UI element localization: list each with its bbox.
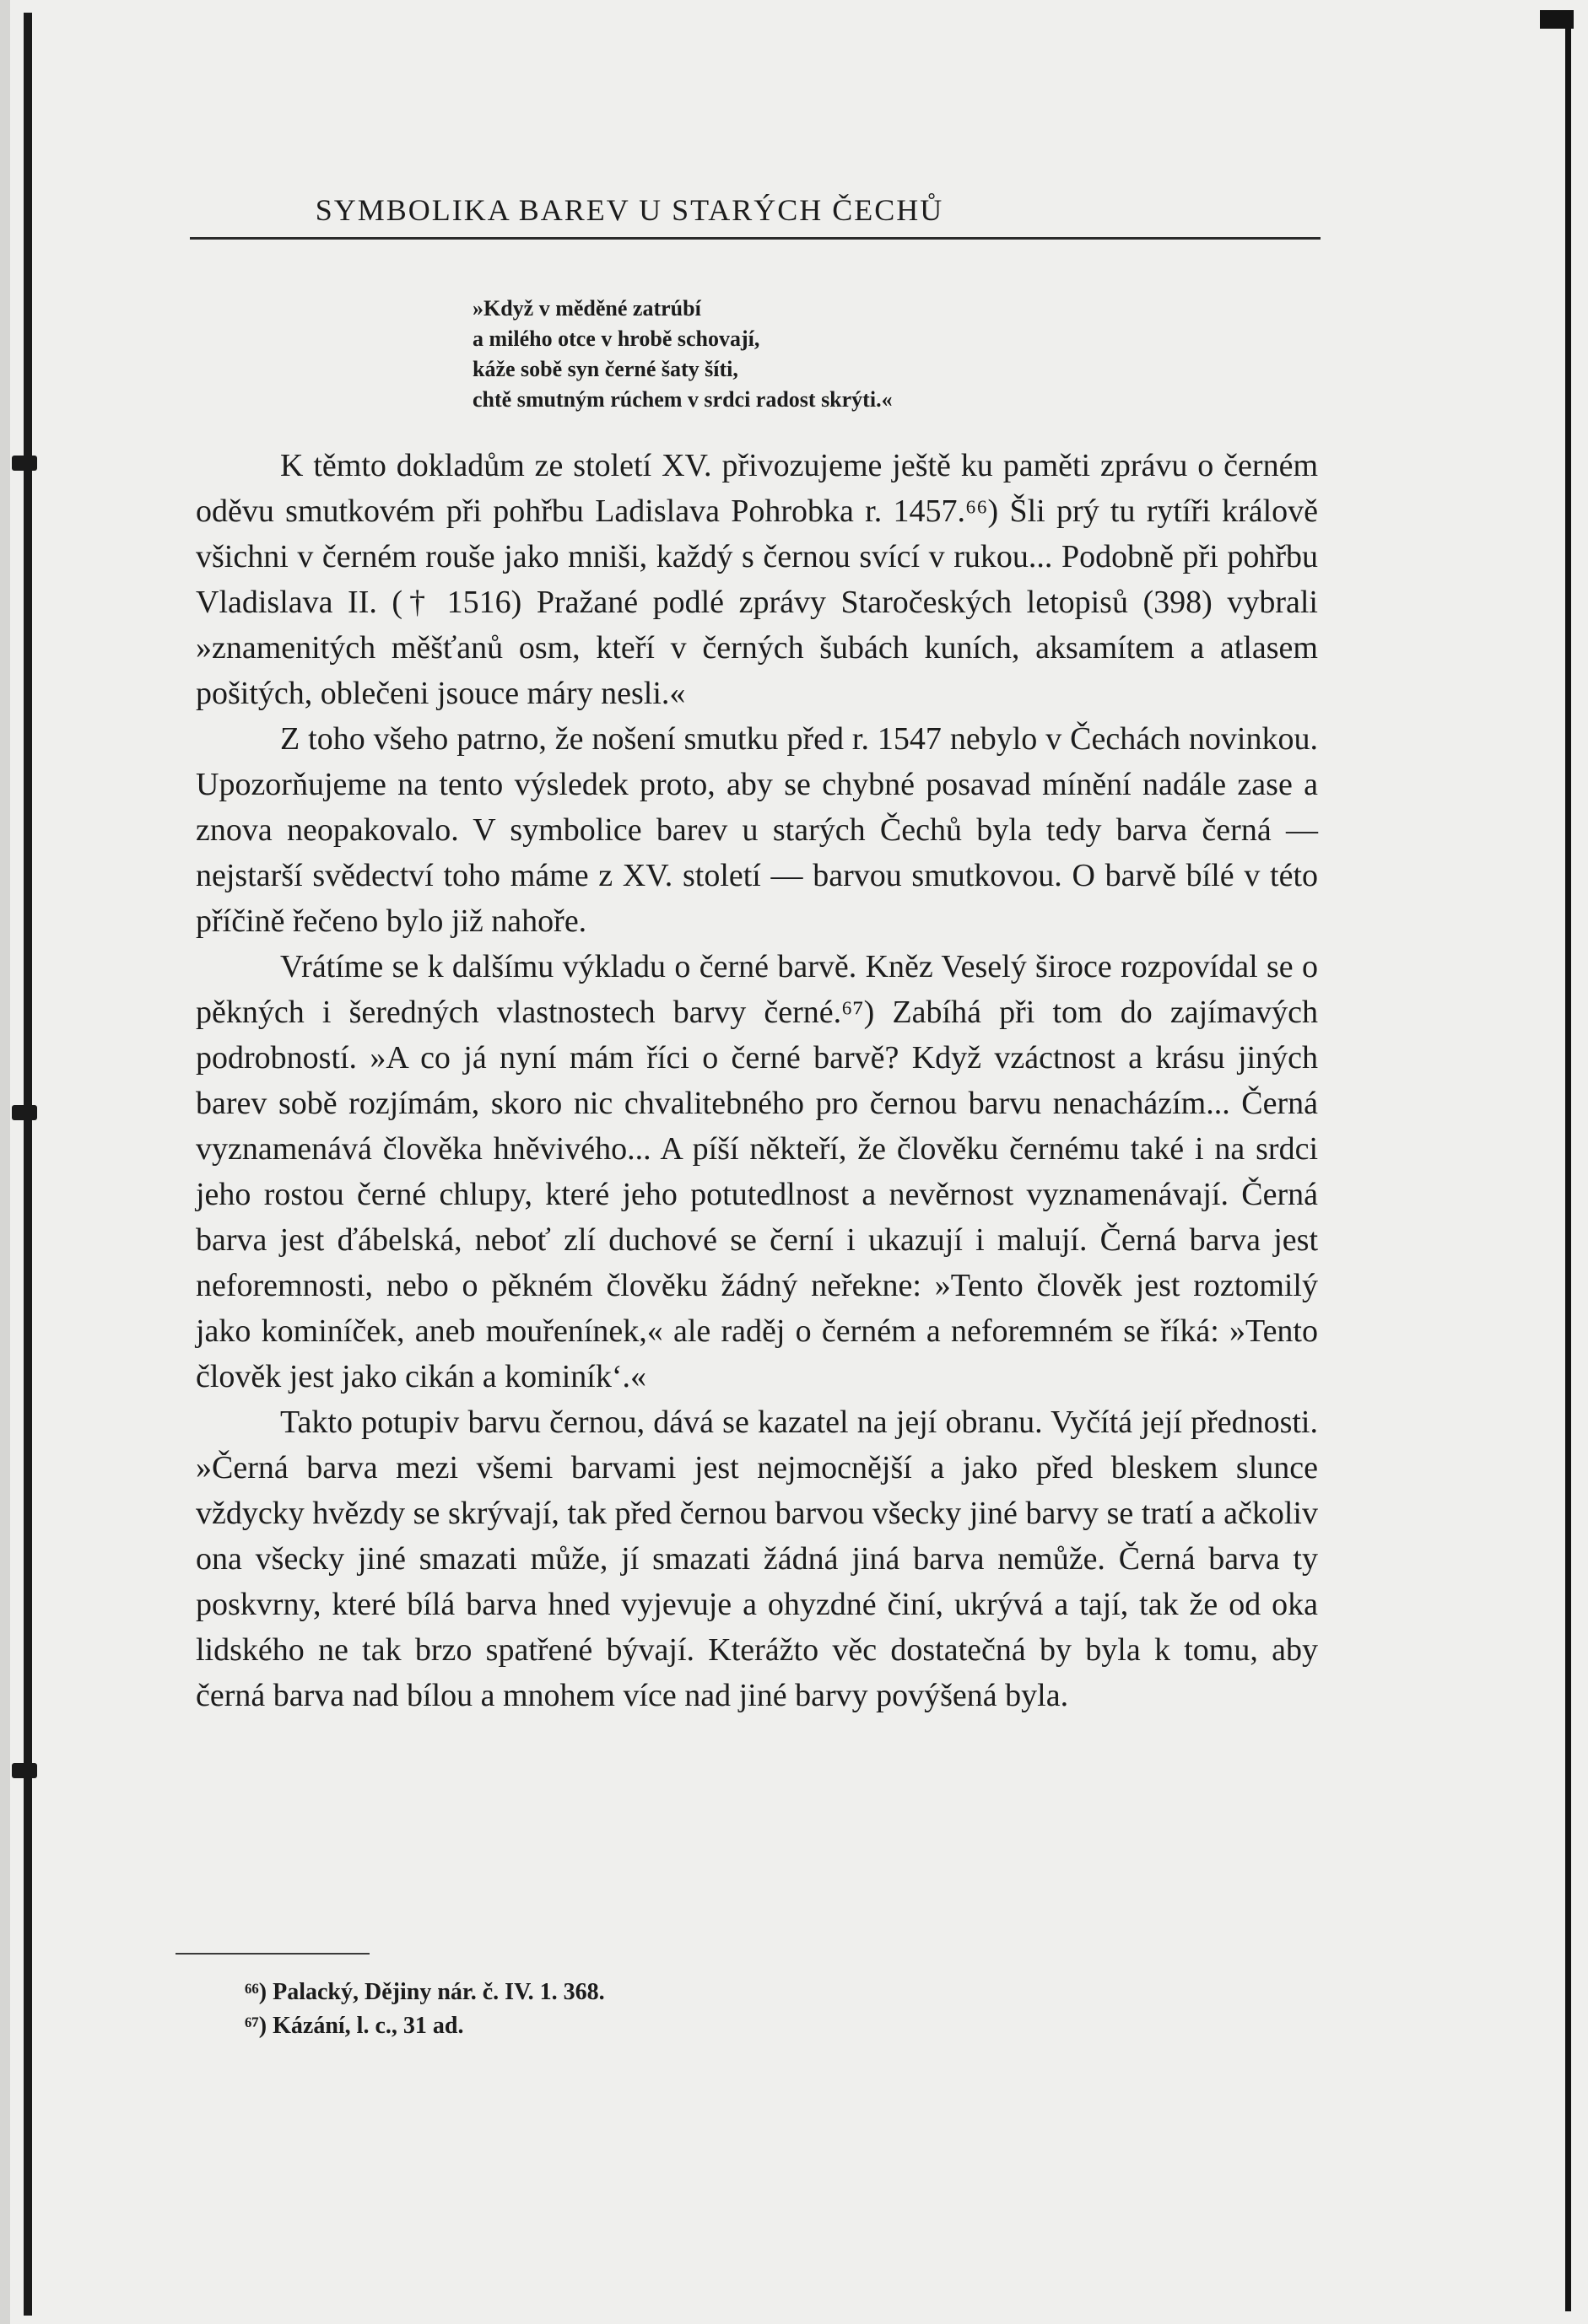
footnotes	[245, 1976, 605, 2043]
body-text	[196, 443, 1318, 1718]
paragraph: Takto potupiv barvu černou, dává se kazatel na její obranu. Vyčítá její přednosti. »Černá barva mezi všemi barvami jest nejmocnější a jako před bleskem slunce vždycky hvězdy se skrývají, tak před černou barvou všecky jiné barvy se tratí a ačkoliv ona všecky jiné smazati může, jí smazati žádná jiná barva nemůže. Černá barva ty poskvrny, které bílá barva hned vyjevuje a ohyzdné činí, ukrývá a tají, tak že od oka lidského ne tak brzo spatřené bývají. Kterážto věc dostatečná by byla k tomu, aby černá barva nad bílou a mnohem více nad jiné barvy povýšená byla.	[196, 1405, 1318, 1713]
footnote: ⁶⁶) Palacký, Dějiny nár. č. IV. 1. 368.	[245, 1979, 605, 2005]
verse-line: chtě smutným rúchem v srdci radost skrýti.«	[473, 387, 893, 412]
footnote: ⁶⁷) Kázání, l. c., 31 ad.	[245, 2013, 464, 2039]
footnote-rule	[176, 1953, 370, 1955]
binding-edge	[24, 13, 32, 2316]
paragraph: Vrátíme se k dalšímu výkladu o černé barvě. Kněz Veselý široce rozpovídal se o pěkných i šeredných vlastnostech barvy černé.⁶⁷) Zabíhá při tom do zajímavých podrobností. »A co já nyní mám říci o černé barvě? Když vzáctnost a krásu jiných barev sobě rozjímám, skoro nic chvalitebného pro černou barvu nenacházím... Černá vyznamenává člověka hněvivého... A píší někteří, že člověku černému také i na srdci jeho rostou černé chlupy, které jeho potutedlnost a nevěrnost vyznamenávají. Černá barva jest ďábelská, neboť zlí duchové se černí i ukazují i malují. Černá barva jest neforemnosti, nebo o pěkném člověku žádný neřekne: »Tento člověk jest roztomilý jako kominíček, aneb mouřenínek,« ale raděj o černém a neforemném se říká: »Tento člověk jest jako cikán a kominík‘.«	[196, 949, 1318, 1394]
paragraph: K těmto dokladům ze století XV. přivozujeme ještě ku paměti zprávu o černém oděvu smutkovém při pohřbu Ladislava Pohrobka r. 1457.⁶⁶) Šli prý tu rytíři králově všichni v černém rouše jako mniši, každý s černou svící v rukou... Podobně při pohřbu Vladislava II. († 1516) Pražané podlé zprávy Staročeských letopisů (398) vybrali »znamenitých měšťanů osm, kteří v černých šubách kuních, aksamítem a atlasem pošitých, oblečeni jsouce máry nesli.«	[196, 448, 1318, 711]
header-rule	[190, 237, 1321, 240]
page-edge-right	[1565, 25, 1571, 2311]
verse-line: »Když v měděné zatrúbí	[473, 296, 701, 321]
verse-line: káže sobě syn černé šaty šíti,	[473, 357, 738, 381]
paragraph: Z toho všeho patrno, že nošení smutku před r. 1547 nebylo v Čechách novinkou. Upozorňujeme na tento výsledek proto, aby se chybné posavad mínění nadále zase a znova neopakovalo. V symbolice barev u starých Čechů byla tedy barva černá — nejstarší svědectví toho máme z XV. století — barvou smutkovou. O barvě bílé v této příčině řečeno bylo již nahoře.	[196, 721, 1318, 939]
verse-quote	[473, 294, 893, 415]
binding-mark	[12, 456, 37, 471]
binding-mark	[12, 1105, 37, 1120]
verse-line: a milého otce v hrobě schovají,	[473, 326, 760, 351]
binding-mark	[12, 1763, 37, 1778]
page-corner	[1540, 10, 1574, 29]
scan-left-margin	[0, 0, 10, 2324]
running-head: SYMBOLIKA BAREV U STARÝCH ČECHŮ	[315, 193, 944, 227]
